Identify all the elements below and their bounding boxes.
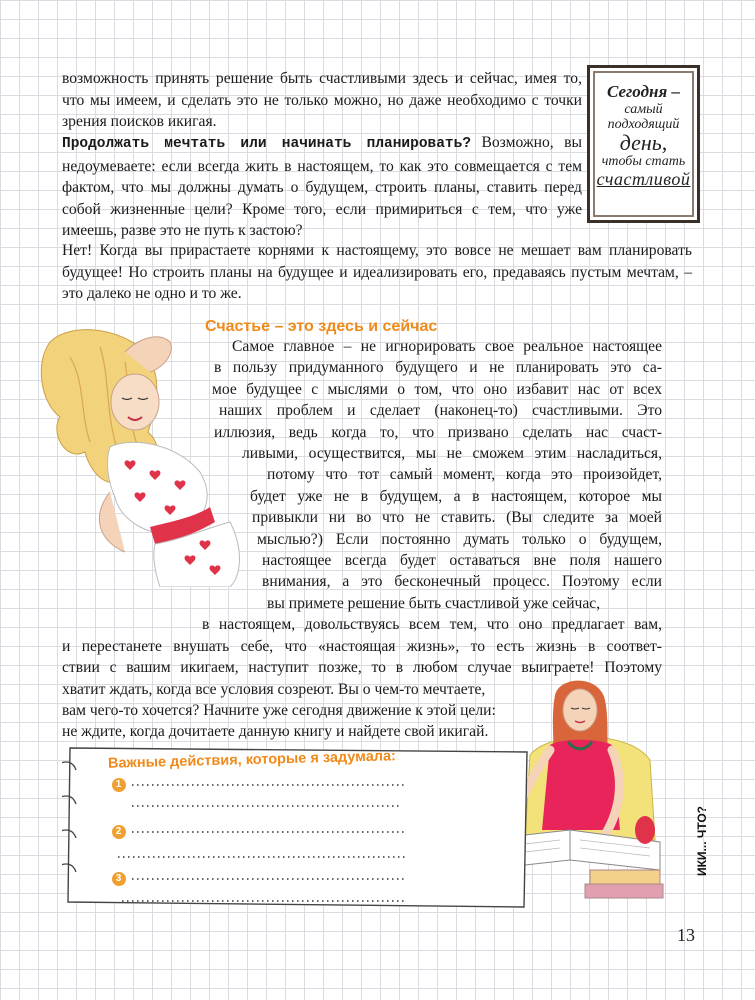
action-line-1b[interactable] [132,797,402,813]
quote-line-3: день, [619,130,668,155]
dotted-line [118,854,408,860]
dotted-line [122,898,407,904]
paragraph-line: Самое главное – не игнорировать свое реальное настоящее [232,338,662,355]
paragraph-plan [62,132,582,242]
paragraph-line: вам чего-то хочется? Начните уже сегодня движение к этой цели: [62,701,496,719]
paragraph-line: в пользу придуманного будущего и не планировать это са- [214,359,662,377]
quote-line-1: Сегодня – [607,82,680,101]
action-line-2b[interactable] [118,848,408,864]
chapter-side-tab [697,790,719,900]
paragraph-line: настоящее всегда будет оставаться вне поля нашего [262,552,662,570]
paragraph-line: ствии с вашим икигаем, наступит позже, то в любом случае выиграете! Поэтому [62,659,662,677]
dotted-line [132,782,407,788]
action-line-2[interactable] [112,823,407,839]
paragraph-plan-continued [62,240,692,305]
paragraph-line: и перестанете внушать себе, что «настоящая жизнь», то есть жизнь в соответ- [62,637,662,655]
paragraph-plan-cont-text: Нет! Когда вы прирастаете корнями к настоящему, это вовсе не мешает вам планировать будущее! Но строить планы на будущее и идеализировать его, предаваясь пустым мечтам, – это далеко не одно и то же. [62,242,692,302]
paragraph-intro [62,68,582,133]
dotted-line [132,803,402,809]
paragraph-line: мое будущее с мыслями о том, что оно избавит нас от всех [212,380,662,398]
section-title: Счастье – это здесь и сейчас [205,318,438,335]
paragraph-line: иллюзия, ведь когда то, что призвано сделать нас счаст- [214,423,662,441]
dotted-line [132,829,407,835]
dotted-line [132,876,407,882]
quote-line-4: чтобы стать [601,154,686,169]
note-title: Важные действия, которые я задумала: [107,748,397,772]
number-badge-3: 3 [112,872,126,886]
paragraph-line: потому что тот самый момент, когда это произойдет, [267,466,662,484]
quote-line-5: счастливой [596,169,691,189]
paragraph-intro-text: возможность принять решение быть счастливыми здесь и сейчас, имея то, что мы имеем, и сделать это не только можно, но даже необходимо с точки зрения поисков икигая. [62,70,582,130]
quote-box [587,65,700,223]
chapter-side-tab-label: ИКИ... ЧТО? [695,805,710,877]
paragraph-line: будет уже не в будущем, а в настоящем, которое мы [250,487,662,505]
action-line-3b[interactable] [122,892,407,908]
paragraph-line: хватит ждать, когда все условия созреют. Вы о чем-то мечтаете, [62,680,486,698]
quote-line-2: самый подходящий [607,102,680,132]
number-badge-1: 1 [112,778,126,792]
paragraph-line: ливыми, осуществится, мы не сможем этим насладиться, [242,445,662,463]
action-line-1[interactable] [112,776,407,792]
paragraph-line: вы примете решение быть счастливой уже сейчас, [267,594,601,612]
paragraph-plan-lead: Продолжать мечтать или начинать планировать? [62,136,472,152]
number-badge-2: 2 [112,825,126,839]
paragraph-plan-body: Возможно, вы недоумеваете: если всегда жить в настоящем, то как это совмещается с тем фактом, что мы должны думать о будущем, строить планы, ставить перед собой жизненные цели? Кроме того, если примириться с тем, что уже имеешь, разве это не путь к застою? [62,134,582,239]
paragraph-line: в настоящем, довольствуясь всем тем, что оно предлагает вам, [202,616,662,634]
page-number: 13 [677,925,695,945]
paragraph-line: наших проблем и сделает (наконец-то) счастливыми. Это [219,402,662,420]
action-line-3[interactable] [112,870,407,886]
paragraph-line: внимания, а это бесконечный процесс. Поэтому если [262,573,662,591]
paragraph-plan-text [62,132,582,242]
paragraph-line: не ждите, когда дочитаете данную книгу и найдете свой икигай. [62,723,489,741]
paragraph-line: привыкли ни во что не ставить. (Вы следите за моей [252,509,662,527]
paragraph-line: мыслью?) Если постоянно думать только о будущем, [257,530,662,548]
